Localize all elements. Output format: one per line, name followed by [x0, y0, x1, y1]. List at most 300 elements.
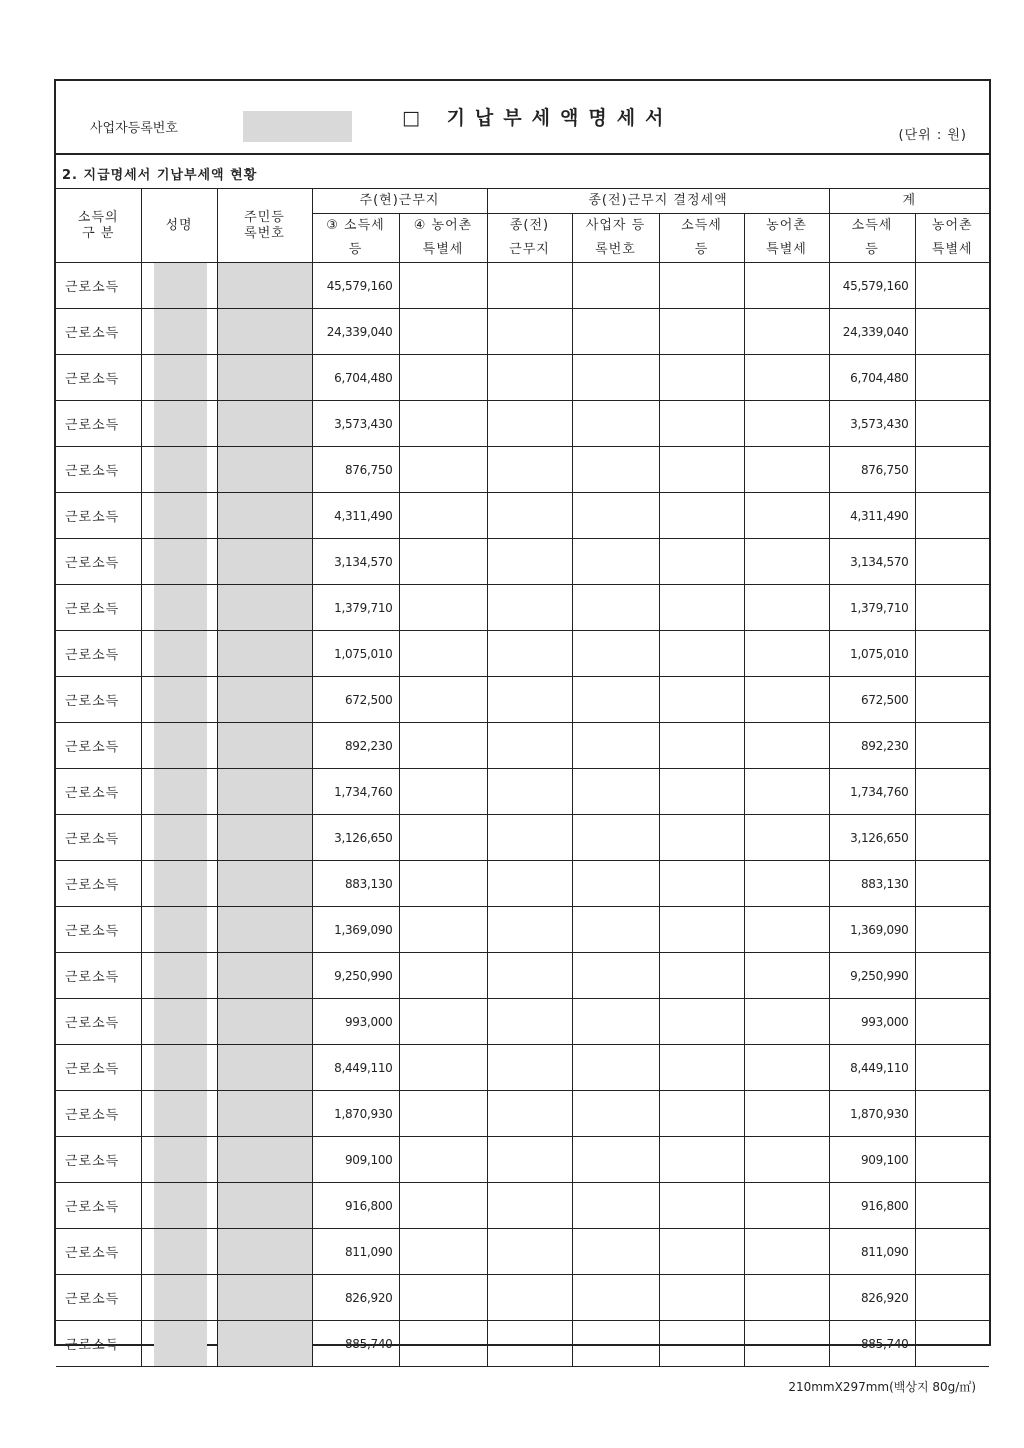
table-row	[56, 999, 989, 1045]
total-income-tax-cell: 8,449,110	[829, 1045, 915, 1091]
prev-rural-tax-cell	[744, 355, 829, 401]
document-title: □ 기납부세액명세서	[402, 107, 674, 129]
redaction-block	[154, 1321, 207, 1366]
prev-rural-tax-cell	[744, 1321, 829, 1367]
resident-no-cell-redacted	[217, 861, 312, 907]
prev-rural-tax-cell	[744, 1183, 829, 1229]
table-row	[56, 585, 989, 631]
table-row	[56, 953, 989, 999]
main-rural-tax-cell	[399, 355, 487, 401]
col-prev-income-tax: 소득세 등	[659, 214, 744, 263]
total-rural-tax-cell	[915, 999, 989, 1045]
redaction-block	[154, 585, 207, 630]
main-income-tax-cell: 3,126,650	[312, 815, 399, 861]
prev-workplace-cell	[487, 493, 572, 539]
prev-rural-tax-cell	[744, 447, 829, 493]
resident-no-cell-redacted	[217, 631, 312, 677]
redaction-block	[154, 309, 207, 354]
name-cell-redacted	[141, 677, 217, 723]
total-rural-tax-cell	[915, 447, 989, 493]
redaction-block	[154, 493, 207, 538]
main-income-tax-cell: 1,075,010	[312, 631, 399, 677]
prev-rural-tax-cell	[744, 1275, 829, 1321]
prev-workplace-cell	[487, 1229, 572, 1275]
name-cell-redacted	[141, 1321, 217, 1367]
main-rural-tax-cell	[399, 1091, 487, 1137]
name-cell-redacted	[141, 1137, 217, 1183]
table-row	[56, 355, 989, 401]
prev-income-tax-cell	[659, 907, 744, 953]
resident-no-cell-redacted	[217, 999, 312, 1045]
col-main-income-tax: ③ 소득세 등	[312, 214, 399, 263]
redaction-block	[154, 769, 207, 814]
main-income-tax-cell: 45,579,160	[312, 263, 399, 309]
main-income-tax-cell: 883,130	[312, 861, 399, 907]
prev-brn-cell	[572, 493, 659, 539]
total-rural-tax-cell	[915, 1045, 989, 1091]
business-registration-label: 사업자등록번호	[90, 121, 178, 136]
name-cell-redacted	[141, 953, 217, 999]
name-cell-redacted	[141, 769, 217, 815]
prev-workplace-cell	[487, 1275, 572, 1321]
redaction-block	[154, 539, 207, 584]
prev-workplace-cell	[487, 1137, 572, 1183]
col-prev-workplace: 종(전)근무지 결정세액	[487, 189, 829, 214]
main-rural-tax-cell	[399, 1229, 487, 1275]
main-rural-tax-cell	[399, 677, 487, 723]
resident-no-cell-redacted	[217, 815, 312, 861]
prev-rural-tax-cell	[744, 907, 829, 953]
table-row	[56, 723, 989, 769]
col-main-rural-tax: ④ 농어촌 특별세	[399, 214, 487, 263]
redaction-block	[154, 723, 207, 768]
total-rural-tax-cell	[915, 1229, 989, 1275]
prev-income-tax-cell	[659, 723, 744, 769]
main-income-tax-cell: 4,311,490	[312, 493, 399, 539]
table-row	[56, 493, 989, 539]
prev-rural-tax-cell	[744, 723, 829, 769]
prev-workplace-cell	[487, 401, 572, 447]
prev-brn-cell	[572, 999, 659, 1045]
resident-no-cell-redacted	[217, 1275, 312, 1321]
tax-table	[56, 189, 989, 1367]
main-rural-tax-cell	[399, 539, 487, 585]
main-income-tax-cell: 1,369,090	[312, 907, 399, 953]
prev-rural-tax-cell	[744, 539, 829, 585]
prev-brn-cell	[572, 631, 659, 677]
table-row	[56, 539, 989, 585]
income-type-cell: 근로소득	[56, 1045, 141, 1091]
resident-no-cell-redacted	[217, 493, 312, 539]
unit-label: (단위 : 원)	[898, 128, 967, 143]
income-type-cell: 근로소득	[56, 723, 141, 769]
income-type-cell: 근로소득	[56, 263, 141, 309]
main-rural-tax-cell	[399, 1045, 487, 1091]
total-income-tax-cell: 3,134,570	[829, 539, 915, 585]
name-cell-redacted	[141, 1045, 217, 1091]
redaction-block	[154, 815, 207, 860]
main-income-tax-cell: 24,339,040	[312, 309, 399, 355]
prev-workplace-cell	[487, 355, 572, 401]
name-cell-redacted	[141, 1275, 217, 1321]
main-rural-tax-cell	[399, 585, 487, 631]
prev-income-tax-cell	[659, 539, 744, 585]
redaction-block	[154, 401, 207, 446]
table-row	[56, 1137, 989, 1183]
prev-income-tax-cell	[659, 1183, 744, 1229]
total-rural-tax-cell	[915, 677, 989, 723]
name-cell-redacted	[141, 447, 217, 493]
resident-no-cell-redacted	[217, 585, 312, 631]
redaction-block	[154, 1137, 207, 1182]
main-rural-tax-cell	[399, 401, 487, 447]
total-rural-tax-cell	[915, 631, 989, 677]
prev-brn-cell	[572, 907, 659, 953]
resident-no-cell-redacted	[217, 769, 312, 815]
prev-brn-cell	[572, 1275, 659, 1321]
name-cell-redacted	[141, 631, 217, 677]
col-prev-brn: 사업자 등록번호	[572, 214, 659, 263]
resident-no-cell-redacted	[217, 263, 312, 309]
total-income-tax-cell: 24,339,040	[829, 309, 915, 355]
total-income-tax-cell: 3,126,650	[829, 815, 915, 861]
main-rural-tax-cell	[399, 815, 487, 861]
prev-brn-cell	[572, 263, 659, 309]
total-rural-tax-cell	[915, 1091, 989, 1137]
total-rural-tax-cell	[915, 1137, 989, 1183]
main-income-tax-cell: 892,230	[312, 723, 399, 769]
total-income-tax-cell: 993,000	[829, 999, 915, 1045]
income-type-cell: 근로소득	[56, 493, 141, 539]
main-rural-tax-cell	[399, 723, 487, 769]
total-income-tax-cell: 9,250,990	[829, 953, 915, 999]
prev-income-tax-cell	[659, 1045, 744, 1091]
income-type-cell: 근로소득	[56, 999, 141, 1045]
main-income-tax-cell: 916,800	[312, 1183, 399, 1229]
total-income-tax-cell: 1,369,090	[829, 907, 915, 953]
col-total-income-tax: 소득세 등	[829, 214, 915, 263]
redaction-block	[154, 631, 207, 676]
income-type-cell: 근로소득	[56, 355, 141, 401]
prev-income-tax-cell	[659, 585, 744, 631]
prev-rural-tax-cell	[744, 1229, 829, 1275]
name-cell-redacted	[141, 723, 217, 769]
total-income-tax-cell: 885,740	[829, 1321, 915, 1367]
prev-income-tax-cell	[659, 401, 744, 447]
redaction-block	[154, 907, 207, 952]
main-income-tax-cell: 1,379,710	[312, 585, 399, 631]
prev-income-tax-cell	[659, 1321, 744, 1367]
main-rural-tax-cell	[399, 447, 487, 493]
prev-workplace-cell	[487, 1321, 572, 1367]
income-type-cell: 근로소득	[56, 401, 141, 447]
total-rural-tax-cell	[915, 723, 989, 769]
prev-rural-tax-cell	[744, 401, 829, 447]
prev-rural-tax-cell	[744, 769, 829, 815]
total-income-tax-cell: 1,379,710	[829, 585, 915, 631]
name-cell-redacted	[141, 309, 217, 355]
main-income-tax-cell: 876,750	[312, 447, 399, 493]
prev-brn-cell	[572, 677, 659, 723]
total-rural-tax-cell	[915, 309, 989, 355]
prev-workplace-cell	[487, 677, 572, 723]
main-rural-tax-cell	[399, 631, 487, 677]
prev-rural-tax-cell	[744, 263, 829, 309]
redaction-block	[154, 1229, 207, 1274]
redaction-block	[154, 1275, 207, 1320]
resident-no-cell-redacted	[217, 401, 312, 447]
name-cell-redacted	[141, 815, 217, 861]
table-row	[56, 263, 989, 309]
prev-income-tax-cell	[659, 999, 744, 1045]
prev-income-tax-cell	[659, 447, 744, 493]
redaction-block	[154, 861, 207, 906]
prev-rural-tax-cell	[744, 815, 829, 861]
col-total: 계	[829, 189, 989, 214]
redaction-block	[154, 447, 207, 492]
prev-income-tax-cell	[659, 263, 744, 309]
main-income-tax-cell: 672,500	[312, 677, 399, 723]
total-income-tax-cell: 6,704,480	[829, 355, 915, 401]
table-row	[56, 769, 989, 815]
prev-brn-cell	[572, 355, 659, 401]
prev-brn-cell	[572, 723, 659, 769]
prev-rural-tax-cell	[744, 631, 829, 677]
prev-workplace-cell	[487, 907, 572, 953]
name-cell-redacted	[141, 861, 217, 907]
prev-rural-tax-cell	[744, 861, 829, 907]
main-rural-tax-cell	[399, 1275, 487, 1321]
redaction-block	[154, 953, 207, 998]
prev-brn-cell	[572, 1137, 659, 1183]
prev-workplace-cell	[487, 263, 572, 309]
prev-rural-tax-cell	[744, 1045, 829, 1091]
prev-income-tax-cell	[659, 631, 744, 677]
prev-income-tax-cell	[659, 953, 744, 999]
prev-income-tax-cell	[659, 493, 744, 539]
prev-income-tax-cell	[659, 1091, 744, 1137]
prev-income-tax-cell	[659, 815, 744, 861]
prev-brn-cell	[572, 769, 659, 815]
col-resident-no: 주민등 록번호	[217, 189, 312, 263]
main-income-tax-cell: 993,000	[312, 999, 399, 1045]
prev-workplace-cell	[487, 861, 572, 907]
income-type-cell: 근로소득	[56, 677, 141, 723]
total-rural-tax-cell	[915, 493, 989, 539]
resident-no-cell-redacted	[217, 1229, 312, 1275]
table-row	[56, 309, 989, 355]
total-rural-tax-cell	[915, 1183, 989, 1229]
total-income-tax-cell: 811,090	[829, 1229, 915, 1275]
resident-no-cell-redacted	[217, 309, 312, 355]
income-type-cell: 근로소득	[56, 1275, 141, 1321]
prev-brn-cell	[572, 539, 659, 585]
prev-brn-cell	[572, 1229, 659, 1275]
main-rural-tax-cell	[399, 999, 487, 1045]
prev-workplace-cell	[487, 815, 572, 861]
prev-workplace-cell	[487, 309, 572, 355]
prev-income-tax-cell	[659, 1137, 744, 1183]
prev-brn-cell	[572, 1321, 659, 1367]
table-row	[56, 677, 989, 723]
total-rural-tax-cell	[915, 263, 989, 309]
prev-income-tax-cell	[659, 1229, 744, 1275]
tax-form	[54, 79, 991, 1353]
income-type-cell: 근로소득	[56, 1321, 141, 1367]
main-rural-tax-cell	[399, 769, 487, 815]
total-rural-tax-cell	[915, 861, 989, 907]
income-type-cell: 근로소득	[56, 907, 141, 953]
main-rural-tax-cell	[399, 493, 487, 539]
main-rural-tax-cell	[399, 861, 487, 907]
total-income-tax-cell: 1,734,760	[829, 769, 915, 815]
prev-workplace-cell	[487, 953, 572, 999]
prev-rural-tax-cell	[744, 585, 829, 631]
resident-no-cell-redacted	[217, 953, 312, 999]
main-income-tax-cell: 6,704,480	[312, 355, 399, 401]
total-rural-tax-cell	[915, 953, 989, 999]
main-income-tax-cell: 826,920	[312, 1275, 399, 1321]
prev-brn-cell	[572, 447, 659, 493]
table-row	[56, 631, 989, 677]
prev-workplace-cell	[487, 769, 572, 815]
resident-no-cell-redacted	[217, 1137, 312, 1183]
table-row	[56, 1321, 989, 1367]
total-rural-tax-cell	[915, 539, 989, 585]
income-type-cell: 근로소득	[56, 309, 141, 355]
income-type-cell: 근로소득	[56, 539, 141, 585]
income-type-cell: 근로소득	[56, 1229, 141, 1275]
name-cell-redacted	[141, 999, 217, 1045]
prev-workplace-cell	[487, 723, 572, 769]
section-heading	[56, 155, 989, 189]
prev-brn-cell	[572, 1183, 659, 1229]
total-rural-tax-cell	[915, 1321, 989, 1367]
total-income-tax-cell: 1,075,010	[829, 631, 915, 677]
prev-income-tax-cell	[659, 1275, 744, 1321]
total-income-tax-cell: 892,230	[829, 723, 915, 769]
prev-workplace-cell	[487, 1045, 572, 1091]
main-income-tax-cell: 885,740	[312, 1321, 399, 1367]
income-type-cell: 근로소득	[56, 1137, 141, 1183]
table-row	[56, 1229, 989, 1275]
table-row	[56, 447, 989, 493]
resident-no-cell-redacted	[217, 539, 312, 585]
prev-brn-cell	[572, 1091, 659, 1137]
prev-workplace-cell	[487, 631, 572, 677]
prev-brn-cell	[572, 1045, 659, 1091]
income-type-cell: 근로소득	[56, 447, 141, 493]
prev-workplace-cell	[487, 1183, 572, 1229]
prev-workplace-cell	[487, 447, 572, 493]
table-row	[56, 907, 989, 953]
total-income-tax-cell: 45,579,160	[829, 263, 915, 309]
name-cell-redacted	[141, 263, 217, 309]
redaction-block	[154, 1091, 207, 1136]
name-cell-redacted	[141, 539, 217, 585]
main-rural-tax-cell	[399, 263, 487, 309]
total-income-tax-cell: 916,800	[829, 1183, 915, 1229]
prev-rural-tax-cell	[744, 309, 829, 355]
name-cell-redacted	[141, 355, 217, 401]
prev-rural-tax-cell	[744, 1137, 829, 1183]
table-row	[56, 861, 989, 907]
income-type-cell: 근로소득	[56, 1183, 141, 1229]
prev-brn-cell	[572, 585, 659, 631]
resident-no-cell-redacted	[217, 1183, 312, 1229]
prev-workplace-cell	[487, 999, 572, 1045]
prev-brn-cell	[572, 815, 659, 861]
redaction-block	[154, 263, 207, 308]
main-income-tax-cell: 811,090	[312, 1229, 399, 1275]
name-cell-redacted	[141, 1091, 217, 1137]
income-type-cell: 근로소득	[56, 1091, 141, 1137]
redaction-block	[154, 999, 207, 1044]
table-row	[56, 1091, 989, 1137]
main-rural-tax-cell	[399, 907, 487, 953]
total-income-tax-cell: 909,100	[829, 1137, 915, 1183]
prev-brn-cell	[572, 309, 659, 355]
table-row	[56, 1045, 989, 1091]
paper-spec-footnote: 210mmX297mm(백상지 80g/㎡)	[788, 1380, 976, 1394]
total-income-tax-cell: 672,500	[829, 677, 915, 723]
prev-income-tax-cell	[659, 309, 744, 355]
main-income-tax-cell: 909,100	[312, 1137, 399, 1183]
prev-brn-cell	[572, 861, 659, 907]
prev-rural-tax-cell	[744, 999, 829, 1045]
income-type-cell: 근로소득	[56, 861, 141, 907]
redaction-block	[154, 355, 207, 400]
total-rural-tax-cell	[915, 907, 989, 953]
main-rural-tax-cell	[399, 309, 487, 355]
resident-no-cell-redacted	[217, 907, 312, 953]
col-income-type: 소득의 구 분	[56, 189, 141, 263]
col-total-rural-tax: 농어촌 특별세	[915, 214, 989, 263]
main-rural-tax-cell	[399, 953, 487, 999]
total-income-tax-cell: 883,130	[829, 861, 915, 907]
resident-no-cell-redacted	[217, 1091, 312, 1137]
redaction-block	[154, 1183, 207, 1228]
table-row	[56, 1275, 989, 1321]
total-rural-tax-cell	[915, 585, 989, 631]
total-income-tax-cell: 876,750	[829, 447, 915, 493]
resident-no-cell-redacted	[217, 1321, 312, 1367]
income-type-cell: 근로소득	[56, 953, 141, 999]
total-rural-tax-cell	[915, 401, 989, 447]
resident-no-cell-redacted	[217, 723, 312, 769]
prev-workplace-cell	[487, 539, 572, 585]
resident-no-cell-redacted	[217, 1045, 312, 1091]
section-title: 2. 지급명세서 기납부세액 현황	[62, 168, 258, 183]
col-prev-rural-tax: 농어촌 특별세	[744, 214, 829, 263]
prev-workplace-cell	[487, 585, 572, 631]
income-type-cell: 근로소득	[56, 631, 141, 677]
name-cell-redacted	[141, 907, 217, 953]
prev-rural-tax-cell	[744, 1091, 829, 1137]
prev-income-tax-cell	[659, 769, 744, 815]
business-registration-redacted	[243, 111, 352, 142]
name-cell-redacted	[141, 1229, 217, 1275]
prev-workplace-cell	[487, 1091, 572, 1137]
main-rural-tax-cell	[399, 1321, 487, 1367]
name-cell-redacted	[141, 585, 217, 631]
prev-income-tax-cell	[659, 677, 744, 723]
resident-no-cell-redacted	[217, 355, 312, 401]
total-rural-tax-cell	[915, 355, 989, 401]
total-income-tax-cell: 4,311,490	[829, 493, 915, 539]
main-rural-tax-cell	[399, 1183, 487, 1229]
name-cell-redacted	[141, 401, 217, 447]
